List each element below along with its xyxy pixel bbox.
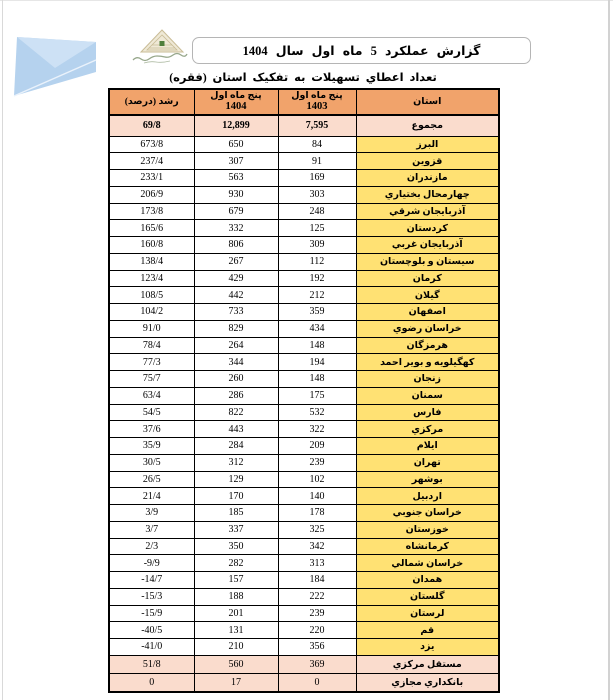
province-cell: گلستان bbox=[356, 588, 499, 605]
growth-cell: 206/9 bbox=[109, 186, 194, 203]
value-1403-cell: 303 bbox=[278, 186, 356, 203]
value-1404-cell: 170 bbox=[194, 488, 278, 505]
growth-cell: 54/5 bbox=[109, 404, 194, 421]
value-1403-cell: 84 bbox=[278, 136, 356, 153]
province-cell: مستقل مرکزي bbox=[356, 655, 499, 674]
province-cell: مجموع bbox=[356, 115, 499, 136]
table-body bbox=[109, 115, 499, 692]
value-1403-cell: 7,595 bbox=[278, 115, 356, 136]
table-row bbox=[109, 555, 499, 572]
value-1403-cell: 313 bbox=[278, 555, 356, 572]
value-1404-cell: 264 bbox=[194, 337, 278, 354]
table-row bbox=[109, 337, 499, 354]
value-1404-cell: 267 bbox=[194, 253, 278, 270]
province-cell: کردستان bbox=[356, 220, 499, 237]
value-1403-cell: 239 bbox=[278, 605, 356, 622]
table-row bbox=[109, 237, 499, 254]
province-cell: چهارمحال بختياري bbox=[356, 186, 499, 203]
value-1403-cell: 369 bbox=[278, 655, 356, 674]
report-title-box bbox=[192, 37, 531, 64]
province-cell: خوزستان bbox=[356, 521, 499, 538]
province-cell: سيستان و بلوچستان bbox=[356, 253, 499, 270]
province-cell: مرکزي bbox=[356, 421, 499, 438]
value-1404-cell: 282 bbox=[194, 555, 278, 572]
value-1403-cell: 322 bbox=[278, 421, 356, 438]
value-1403-cell: 102 bbox=[278, 471, 356, 488]
value-1403-cell: 192 bbox=[278, 270, 356, 287]
table-row bbox=[109, 588, 499, 605]
value-1403-cell: 359 bbox=[278, 304, 356, 321]
value-1404-cell: 307 bbox=[194, 153, 278, 170]
province-cell: گيلان bbox=[356, 287, 499, 304]
value-1404-cell: 679 bbox=[194, 203, 278, 220]
province-cell: آذربايجان غربي bbox=[356, 237, 499, 254]
growth-cell: -41/0 bbox=[109, 639, 194, 656]
table-row bbox=[109, 387, 499, 404]
growth-cell: 104/2 bbox=[109, 304, 194, 321]
province-cell: سمنان bbox=[356, 387, 499, 404]
report-title: گزارش عملکرد 5 ماه اول سال 1404 bbox=[242, 43, 481, 58]
value-1403-cell: 434 bbox=[278, 320, 356, 337]
table-row bbox=[109, 136, 499, 153]
table-row bbox=[109, 354, 499, 371]
province-cell: خراسان رضوي bbox=[356, 320, 499, 337]
value-1403-cell: 532 bbox=[278, 404, 356, 421]
province-cell: همدان bbox=[356, 572, 499, 589]
growth-cell: 138/4 bbox=[109, 253, 194, 270]
growth-cell: 237/4 bbox=[109, 153, 194, 170]
page-border-top bbox=[0, 0, 613, 1]
value-1404-cell: 829 bbox=[194, 320, 278, 337]
value-1403-cell: 248 bbox=[278, 203, 356, 220]
table-row bbox=[109, 655, 499, 674]
growth-cell: -14/7 bbox=[109, 572, 194, 589]
growth-cell: 673/8 bbox=[109, 136, 194, 153]
growth-cell: 21/4 bbox=[109, 488, 194, 505]
value-1403-cell: 356 bbox=[278, 639, 356, 656]
growth-cell: 69/8 bbox=[109, 115, 194, 136]
province-cell: يزد bbox=[356, 639, 499, 656]
value-1404-cell: 344 bbox=[194, 354, 278, 371]
growth-cell: 3/9 bbox=[109, 505, 194, 522]
province-cell: قم bbox=[356, 622, 499, 639]
value-1404-cell: 560 bbox=[194, 655, 278, 674]
table-row bbox=[109, 674, 499, 693]
province-cell: ايلام bbox=[356, 438, 499, 455]
value-1403-cell: 125 bbox=[278, 220, 356, 237]
table-row bbox=[109, 605, 499, 622]
table-row bbox=[109, 404, 499, 421]
table-row bbox=[109, 220, 499, 237]
growth-cell: 35/9 bbox=[109, 438, 194, 455]
growth-cell: -9/9 bbox=[109, 555, 194, 572]
growth-cell: 26/5 bbox=[109, 471, 194, 488]
growth-cell: 63/4 bbox=[109, 387, 194, 404]
value-1404-cell: 443 bbox=[194, 421, 278, 438]
value-1403-cell: 140 bbox=[278, 488, 356, 505]
growth-cell: -15/9 bbox=[109, 605, 194, 622]
value-1404-cell: 733 bbox=[194, 304, 278, 321]
province-cell: آذربايجان شرقي bbox=[356, 203, 499, 220]
growth-cell: 30/5 bbox=[109, 454, 194, 471]
table-row bbox=[109, 471, 499, 488]
provinces-table bbox=[108, 88, 500, 693]
value-1404-cell: 337 bbox=[194, 521, 278, 538]
provinces-table-wrap bbox=[108, 88, 500, 693]
table-row bbox=[109, 287, 499, 304]
table-row bbox=[109, 454, 499, 471]
value-1404-cell: 563 bbox=[194, 170, 278, 187]
value-1403-cell: 148 bbox=[278, 371, 356, 388]
value-1403-cell: 309 bbox=[278, 237, 356, 254]
value-1403-cell: 212 bbox=[278, 287, 356, 304]
value-1403-cell: 184 bbox=[278, 572, 356, 589]
growth-cell: 108/5 bbox=[109, 287, 194, 304]
table-row bbox=[109, 371, 499, 388]
growth-cell: 123/4 bbox=[109, 270, 194, 287]
value-1404-cell: 12,899 bbox=[194, 115, 278, 136]
value-1404-cell: 822 bbox=[194, 404, 278, 421]
value-1404-cell: 429 bbox=[194, 270, 278, 287]
value-1403-cell: 342 bbox=[278, 538, 356, 555]
blue-triangle-decoration bbox=[10, 30, 102, 102]
table-row bbox=[109, 320, 499, 337]
value-1403-cell: 112 bbox=[278, 253, 356, 270]
value-1404-cell: 201 bbox=[194, 605, 278, 622]
growth-cell: 78/4 bbox=[109, 337, 194, 354]
table-row bbox=[109, 438, 499, 455]
table-row bbox=[109, 203, 499, 220]
province-cell: لرستان bbox=[356, 605, 499, 622]
table-row bbox=[109, 622, 499, 639]
province-cell: هرمزگان bbox=[356, 337, 499, 354]
growth-cell: 3/7 bbox=[109, 521, 194, 538]
province-cell: اصفهان bbox=[356, 304, 499, 321]
value-1404-cell: 129 bbox=[194, 471, 278, 488]
header-growth: رشد (درصد) bbox=[109, 89, 194, 115]
growth-cell: 173/8 bbox=[109, 203, 194, 220]
value-1404-cell: 188 bbox=[194, 588, 278, 605]
value-1404-cell: 210 bbox=[194, 639, 278, 656]
table-row bbox=[109, 186, 499, 203]
province-cell: البرز bbox=[356, 136, 499, 153]
table-row bbox=[109, 270, 499, 287]
growth-cell: 37/6 bbox=[109, 421, 194, 438]
growth-cell: 0 bbox=[109, 674, 194, 693]
value-1403-cell: 209 bbox=[278, 438, 356, 455]
province-cell: تهران bbox=[356, 454, 499, 471]
fund-logo-icon bbox=[130, 26, 190, 66]
growth-cell: 233/1 bbox=[109, 170, 194, 187]
province-cell: بانکداري مجازي bbox=[356, 674, 499, 693]
value-1403-cell: 91 bbox=[278, 153, 356, 170]
growth-cell: 2/3 bbox=[109, 538, 194, 555]
growth-cell: 91/0 bbox=[109, 320, 194, 337]
value-1403-cell: 220 bbox=[278, 622, 356, 639]
growth-cell: 165/6 bbox=[109, 220, 194, 237]
growth-cell: -15/3 bbox=[109, 588, 194, 605]
table-row bbox=[109, 572, 499, 589]
header-period-1404: پنج ماه اول 1404 bbox=[194, 89, 278, 115]
value-1404-cell: 17 bbox=[194, 674, 278, 693]
table-row bbox=[109, 488, 499, 505]
value-1403-cell: 175 bbox=[278, 387, 356, 404]
value-1404-cell: 650 bbox=[194, 136, 278, 153]
growth-cell: 77/3 bbox=[109, 354, 194, 371]
province-cell: خراسان جنوبي bbox=[356, 505, 499, 522]
value-1403-cell: 148 bbox=[278, 337, 356, 354]
value-1404-cell: 286 bbox=[194, 387, 278, 404]
province-cell: کرمانشاه bbox=[356, 538, 499, 555]
province-cell: کهگيلويه و بوير احمد bbox=[356, 354, 499, 371]
value-1404-cell: 442 bbox=[194, 287, 278, 304]
table-row bbox=[109, 538, 499, 555]
value-1404-cell: 260 bbox=[194, 371, 278, 388]
value-1403-cell: 222 bbox=[278, 588, 356, 605]
table-row bbox=[109, 521, 499, 538]
value-1404-cell: 312 bbox=[194, 454, 278, 471]
value-1404-cell: 930 bbox=[194, 186, 278, 203]
table-row bbox=[109, 115, 499, 136]
report-subtitle: تعداد اعطاي تسهيلات به تفکيک استان (فقره) bbox=[169, 72, 437, 84]
growth-cell: 51/8 bbox=[109, 655, 194, 674]
value-1403-cell: 0 bbox=[278, 674, 356, 693]
value-1404-cell: 157 bbox=[194, 572, 278, 589]
value-1403-cell: 178 bbox=[278, 505, 356, 522]
page-border-left bbox=[2, 0, 3, 700]
province-cell: بوشهر bbox=[356, 471, 499, 488]
province-cell: کرمان bbox=[356, 270, 499, 287]
table-row bbox=[109, 253, 499, 270]
page-border-right bbox=[608, 0, 610, 700]
table-row bbox=[109, 170, 499, 187]
value-1404-cell: 332 bbox=[194, 220, 278, 237]
province-cell: زنجان bbox=[356, 371, 499, 388]
table-row bbox=[109, 639, 499, 656]
province-cell: فارس bbox=[356, 404, 499, 421]
province-cell: خراسان شمالي bbox=[356, 555, 499, 572]
value-1404-cell: 350 bbox=[194, 538, 278, 555]
value-1404-cell: 131 bbox=[194, 622, 278, 639]
header-province: استان bbox=[356, 89, 499, 115]
value-1404-cell: 284 bbox=[194, 438, 278, 455]
table-row bbox=[109, 505, 499, 522]
growth-cell: 75/7 bbox=[109, 371, 194, 388]
growth-cell: 160/8 bbox=[109, 237, 194, 254]
table-row bbox=[109, 153, 499, 170]
province-cell: قزوين bbox=[356, 153, 499, 170]
province-cell: مازندران bbox=[356, 170, 499, 187]
value-1403-cell: 325 bbox=[278, 521, 356, 538]
growth-cell: -40/5 bbox=[109, 622, 194, 639]
value-1403-cell: 194 bbox=[278, 354, 356, 371]
value-1404-cell: 806 bbox=[194, 237, 278, 254]
table-row bbox=[109, 421, 499, 438]
table-row bbox=[109, 304, 499, 321]
value-1404-cell: 185 bbox=[194, 505, 278, 522]
province-cell: اردبيل bbox=[356, 488, 499, 505]
value-1403-cell: 169 bbox=[278, 170, 356, 187]
value-1403-cell: 239 bbox=[278, 454, 356, 471]
header-period-1403: پنج ماه اول 1403 bbox=[278, 89, 356, 115]
table-header-row bbox=[109, 89, 499, 115]
